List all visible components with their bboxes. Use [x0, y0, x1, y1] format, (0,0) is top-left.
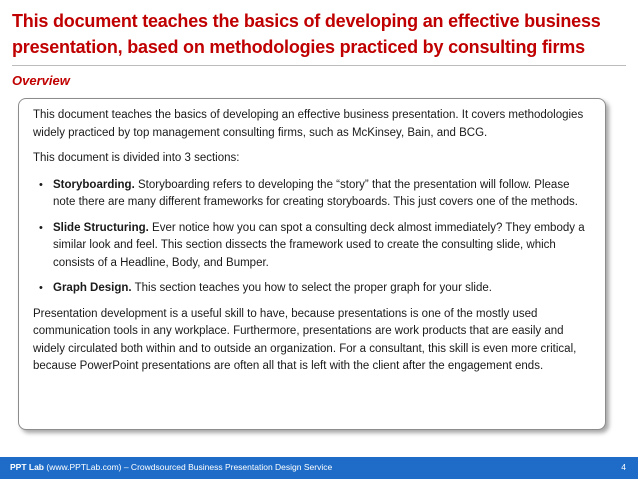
section-heading: Overview: [12, 73, 70, 88]
title-divider: [12, 65, 626, 66]
slide-title: This document teaches the basics of developing an effective business presentation, based on methodologies practiced by consulting firms: [12, 11, 601, 57]
bullet-term: Slide Structuring.: [53, 221, 149, 234]
footer-text: (www.PPTLab.com) – Crowdsourced Business Presentation Design Service: [44, 462, 333, 472]
footer-brand: PPT Lab: [10, 462, 45, 472]
footer-bar: [0, 457, 638, 479]
bullet-text: Ever notice how you can spot a consulting deck almost immediately? They embody a similar look and feel. This section dissects the framework used to create the consulting slide, which consists of a Headline, Body, and Bumper.: [53, 221, 585, 269]
conclusion-paragraph: Presentation development is a useful skill to have, because presentations is one of the mostly used communication tools in any workplace. Furthermore, presentations are work products that are easily and widely circulated both within and to outside an organization. For a consultant, this skill is even more critical, because PowerPoint presentations are often all that is left with the client after the engagement ends.: [33, 307, 577, 372]
page-number: 4: [621, 462, 626, 472]
bullet-text: Storyboarding refers to developing the “story” that the presentation will follow. Please note there are many different frameworks for creating storyboards. This just covers one of the methods.: [53, 178, 578, 208]
overview-content-box: [18, 98, 606, 430]
intro-paragraph: This document teaches the basics of developing an effective business presentation. It covers methodologies widely practiced by top management consulting firms, such as McKinsey, Bain, and BCG.: [33, 109, 584, 139]
bullet-icon: •: [39, 282, 43, 294]
bullet-term: Storyboarding.: [53, 178, 135, 191]
sections-intro: This document is divided into 3 sections:: [33, 152, 240, 164]
bullet-icon: •: [39, 221, 43, 234]
list-item: [33, 177, 591, 212]
list-item: [33, 280, 591, 298]
sections-list: [33, 177, 591, 298]
bullet-text: This section teaches you how to select the proper graph for your slide.: [134, 282, 492, 294]
bullet-term: Graph Design.: [53, 282, 132, 294]
bullet-icon: •: [39, 178, 43, 191]
list-item: [33, 220, 591, 273]
